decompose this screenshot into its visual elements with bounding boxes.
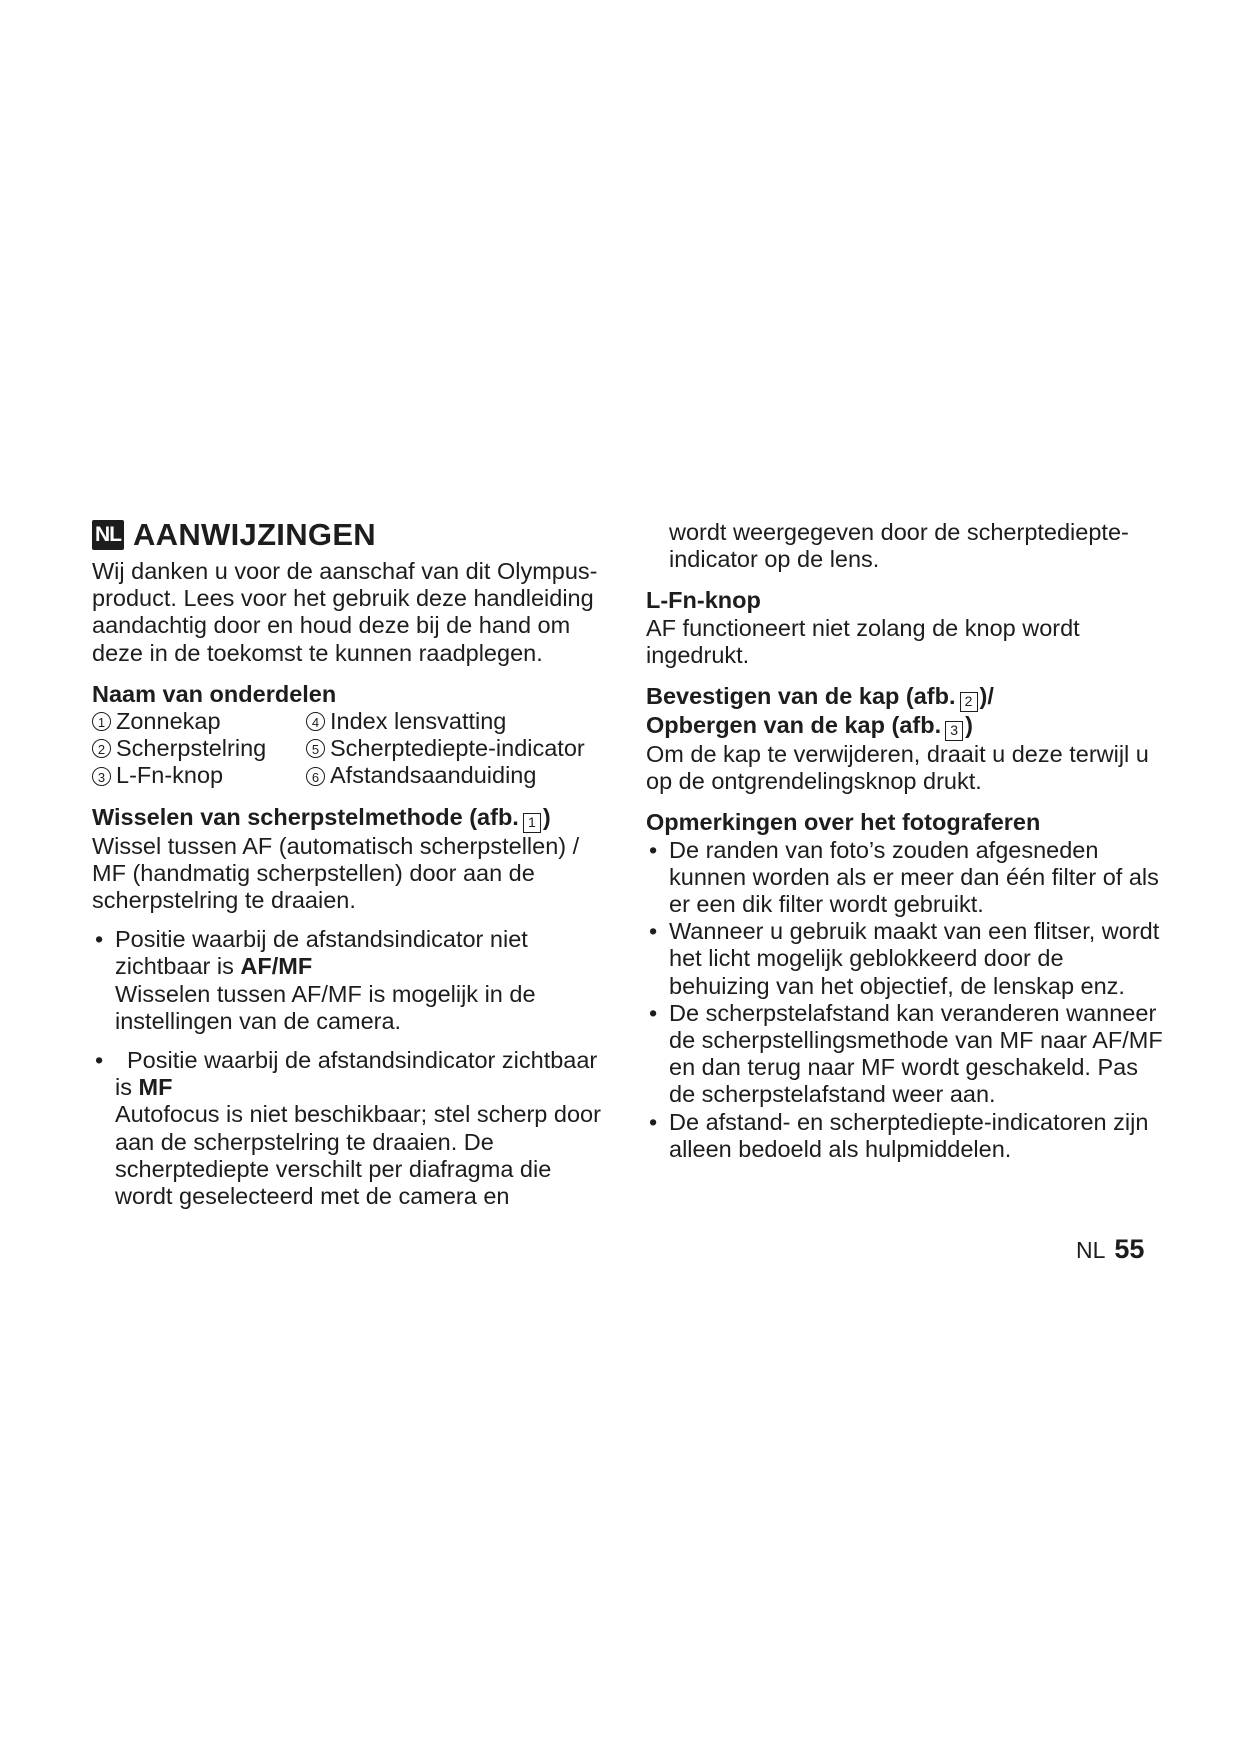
cap-paragraph: Om de kap te verwijderen, draait u deze terwijl u op de ontgrendelingsknop drukt. bbox=[646, 741, 1149, 795]
bullet-description: Autofocus is niet beschikbaar; stel scherp door aan de scherpstelring te draaien. De scherptediepte verschilt per diafragma die wordt geselecteerd met de camera en bbox=[115, 1101, 601, 1210]
circled-number: 4 bbox=[306, 712, 325, 731]
focus-bullets bbox=[92, 926, 612, 1035]
bullet-description: Wisselen tussen AF/MF is mogelijk in de instellingen van de camera. bbox=[115, 980, 536, 1034]
list-item: • De scherpstelafstand kan veranderen wanneer de scherpstellingsmethode van MF naar AF/MF en dan terug naar MF wordt geschakeld. Pas de scherpstelafstand weer aan. bbox=[646, 1000, 1166, 1109]
part-item bbox=[306, 762, 606, 789]
cap-store-heading: Opbergen van de kap (afb. 3 ) bbox=[646, 712, 1166, 741]
circled-number: 3 bbox=[92, 767, 111, 786]
circled-number: 1 bbox=[92, 712, 111, 731]
circled-number: 6 bbox=[306, 767, 325, 786]
part-item bbox=[306, 708, 606, 735]
part-item bbox=[92, 708, 306, 735]
lfn-paragraph: AF functioneert niet zolang de knop wordt ingedrukt. bbox=[646, 614, 1080, 668]
cap-attach-heading: Bevestigen van de kap (afb. 2 )/ bbox=[646, 683, 1166, 712]
part-item bbox=[92, 735, 306, 762]
notes-list bbox=[646, 837, 1166, 1163]
footer-language: NL bbox=[1076, 1237, 1106, 1263]
focus-bullets bbox=[92, 1047, 612, 1210]
figure-number-box: 2 bbox=[960, 692, 978, 712]
mode-label: MF bbox=[138, 1074, 173, 1101]
part-item bbox=[92, 762, 306, 789]
list-item: • De randen van foto’s zouden afgesneden kunnen worden als er meer dan één filter of als er een dik filter wordt gebruikt. bbox=[646, 837, 1166, 919]
part-label: L-Fn-knop bbox=[116, 762, 224, 789]
part-label: Scherptediepte-indicator bbox=[330, 735, 585, 762]
list-item: • Positie waarbij de afstandsindicator niet zichtbaar is AF/MF Wisselen tussen AF/MF is mogelijk in de instellingen van de camera. bbox=[92, 926, 612, 1035]
parts-heading: Naam van onderdelen bbox=[92, 680, 337, 707]
list-item: • De afstand- en scherptediepte-indicatoren zijn alleen bedoeld als hulpmiddelen. bbox=[646, 1109, 1166, 1163]
focus-paragraph: Wissel tussen AF (automatisch scherpstellen) / MF (handmatig scherpstellen) door aan de scherpstelring te draaien. bbox=[92, 832, 580, 914]
part-label: Index lensvatting bbox=[330, 708, 507, 735]
language-badge: NL bbox=[92, 520, 124, 550]
list-item: • Wanneer u gebruik maakt van een flitser, wordt het licht mogelijk geblokkeerd door de behuizing van het objectief, de lenskap enz. bbox=[646, 918, 1166, 1000]
page-footer bbox=[1076, 1234, 1144, 1265]
parts-list bbox=[92, 708, 612, 790]
section-header bbox=[92, 516, 612, 554]
figure-number-box: 3 bbox=[945, 721, 963, 741]
figure-number-box: 1 bbox=[523, 813, 541, 833]
part-label: Zonnekap bbox=[116, 708, 221, 735]
lfn-heading: L-Fn-knop bbox=[646, 587, 761, 614]
left-column bbox=[92, 516, 612, 1210]
page-title: AANWIJZINGEN bbox=[133, 517, 376, 553]
notes-heading: Opmerkingen over het fotograferen bbox=[646, 809, 1041, 836]
list-item: • Positie waarbij de afstandsindicator zichtbaar is MF Autofocus is niet beschikbaar; stel scherp door aan de scherpstelring te draaien. De scherptediepte verschilt per diafragma die wordt geselecteerd met de camera en bbox=[92, 1047, 612, 1210]
mode-label: AF/MF bbox=[240, 953, 313, 980]
right-column bbox=[646, 519, 1166, 1163]
circled-number: 5 bbox=[306, 739, 325, 758]
part-label: Afstandsaanduiding bbox=[330, 762, 537, 789]
circled-number: 2 bbox=[92, 739, 111, 758]
part-item bbox=[306, 735, 606, 762]
intro-paragraph: Wij danken u voor de aanschaf van dit Olympus-product. Lees voor het gebruik deze handleiding aandachtig door en houd deze bij de hand om deze in de toekomst te kunnen raadplegen. bbox=[92, 558, 598, 666]
continued-text: wordt weergegeven door de scherptediepte-indicator op de lens. bbox=[669, 519, 1129, 573]
page-number: 55 bbox=[1114, 1234, 1145, 1264]
focus-heading: Wisselen van scherpstelmethode (afb. 1 ) bbox=[92, 804, 612, 833]
part-label: Scherpstelring bbox=[116, 735, 267, 762]
